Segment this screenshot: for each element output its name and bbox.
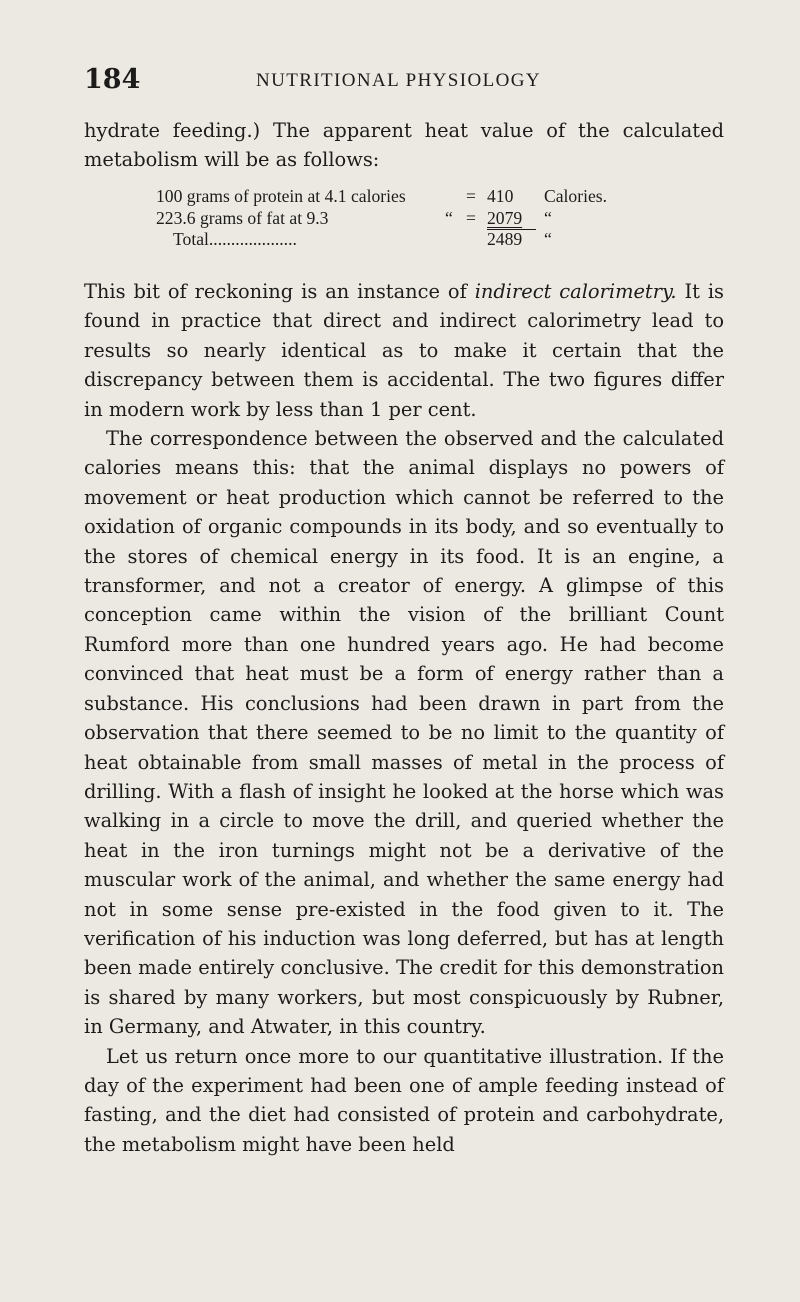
calc-label: 100 grams of protein at 4.1 calories (156, 186, 406, 206)
opening-paragraph-block (84, 116, 724, 175)
calc-ditto: “ (445, 207, 453, 228)
paragraph-text: It is found in practice that direct and indirect calorimetry lead to results so nearly identical as to make it certain that the discrepancy between them is accidental. The two figures differ in modern work by less than 1 per cent. (84, 280, 724, 421)
calc-value: 2079 (487, 207, 523, 228)
calc-row-total (156, 229, 716, 251)
calc-unit: Calories. (544, 186, 608, 206)
page-header (84, 64, 724, 98)
running-title: NUTRITIONAL PHYSIOLOGY (256, 70, 541, 91)
paragraph-correspondence: The correspondence between the observed and the calculated calories means this: that the animal displays no powers of movement or heat production which cannot be referred to the oxidation of organic compounds in its body, and so eventually to the stores of chemical energy in its food. It is an engine, a transformer, and not a creator of energy. A glimpse of this conception came within the vision of the brilliant Count Rumford more than one hundred years ago. He had become convinced that heat must be a form of energy rather than a substance. His conclusions had been drawn in part from the observation that there seemed to be no limit to the quantity of heat obtainable from small masses of metal in the process of drilling. With a flash of insight he looked at the horse which was walking in a circle to move the drill, and queried whether the heat in the iron turnings might not be a derivative of the muscular work of the animal, and whether the same energy had not in some sense pre-existed in the food given to it. The verification of his induction was long deferred, but has at length been made entirely conclusive. The credit for this demonstration is shared by many workers, but most conspicuously by Rubner, in Germany, and Atwater, in this country. (84, 427, 724, 1039)
calc-total-value: 2489 (487, 229, 523, 249)
calc-total-unit: “ (544, 229, 552, 249)
opening-paragraph: hydrate feeding.) The apparent heat value of the calculated metabolism will be as follows: (84, 119, 724, 172)
calc-equals: = (466, 186, 476, 206)
calc-row-fat (156, 208, 716, 230)
paragraph-indirect-calorimetry (84, 277, 724, 424)
calc-total-label: Total.................... (173, 229, 297, 249)
calc-unit: “ (544, 207, 552, 228)
calc-value: 410 (487, 186, 514, 206)
calorie-calculation (156, 186, 716, 251)
calc-label: 223.6 grams of fat at 9.3 (156, 207, 329, 228)
page-number: 184 (84, 64, 141, 95)
calc-equals: = (466, 207, 476, 228)
paragraph-text: This bit of reckoning is an instance of (84, 280, 475, 303)
body-text (84, 277, 724, 1159)
calc-row-protein (156, 186, 716, 208)
paragraph-quantitative-illustration: Let us return once more to our quantitative illustration. If the day of the experiment had been one of ample feeding instead of fasting, and the diet had consisted of protein and carbohydrate, the metabolism might have been held (84, 1044, 724, 1156)
emphasis-text: indirect calorimetry. (474, 280, 677, 303)
